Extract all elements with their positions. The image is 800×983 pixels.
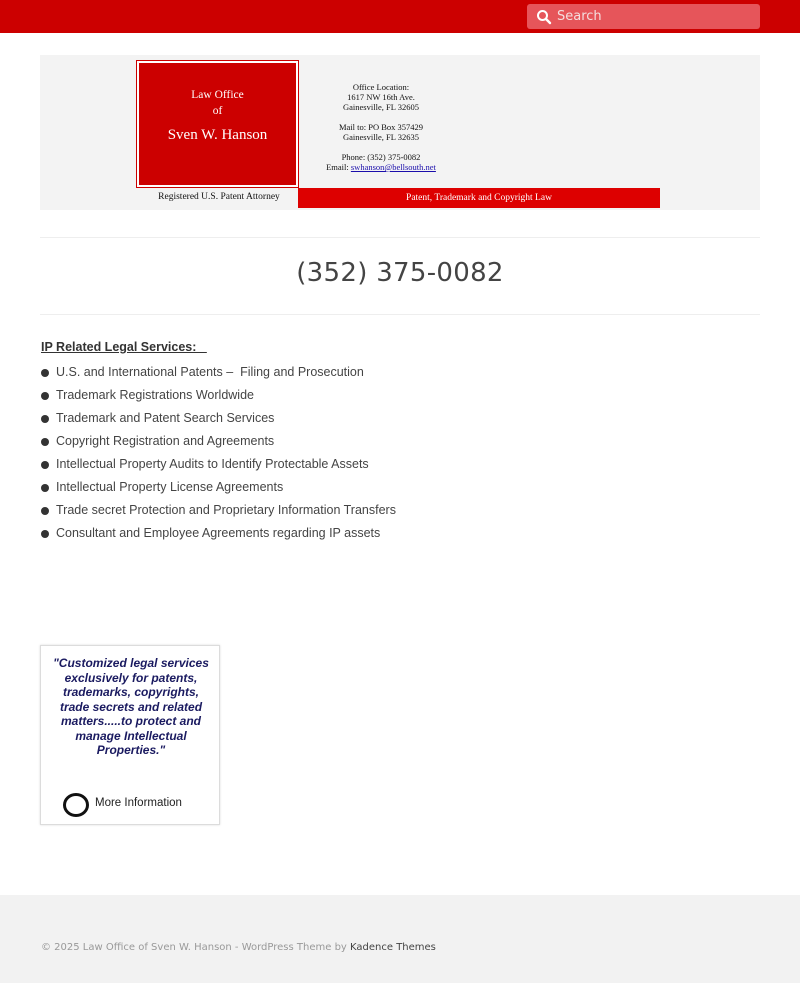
phone-number: (352) 375-0082 bbox=[296, 258, 504, 288]
email-line bbox=[308, 162, 454, 172]
service-label: Consultant and Employee Agreements regarding IP assets bbox=[56, 526, 381, 540]
service-label: Trademark Registrations Worldwide bbox=[56, 388, 254, 402]
site-footer bbox=[0, 895, 800, 983]
list-item bbox=[41, 477, 396, 500]
email-link[interactable]: swhanson@bellsouth.net bbox=[350, 162, 436, 172]
registered-attorney: Registered U.S. Patent Attorney bbox=[158, 192, 280, 202]
service-label: Trade secret Protection and Proprietary Information Transfers bbox=[56, 503, 396, 517]
office-city: Gainesville, FL 32605 bbox=[343, 102, 419, 112]
service-label: Trademark and Patent Search Services bbox=[56, 411, 275, 425]
promo-quote: "Customized legal services exclusively for patents, trademarks, copyrights, trade secrets and related matters.....to protect and manage Intellectual Properties." bbox=[53, 656, 209, 757]
services-list bbox=[41, 362, 396, 546]
office-street: 1617 NW 16th Ave. bbox=[347, 92, 415, 102]
bullet-icon bbox=[41, 484, 49, 492]
firm-line-2: of bbox=[212, 105, 223, 117]
theme-link[interactable]: Kadence Themes bbox=[350, 942, 436, 953]
service-label: U.S. and International Patents – Filing and Prosecution bbox=[56, 365, 364, 379]
service-label: Copyright Registration and Agreements bbox=[56, 434, 275, 448]
list-item bbox=[41, 500, 396, 523]
list-item bbox=[41, 408, 396, 431]
bullet-icon bbox=[41, 507, 49, 515]
bullet-icon bbox=[41, 415, 49, 423]
header-banner[interactable] bbox=[40, 55, 760, 210]
services-title: IP Related Legal Services: bbox=[41, 340, 207, 354]
more-information-label: More Information bbox=[95, 797, 182, 809]
top-bar bbox=[0, 0, 800, 33]
service-label: Intellectual Property License Agreements bbox=[56, 480, 284, 494]
footer-copyright bbox=[41, 942, 436, 953]
info-ring-icon bbox=[63, 793, 89, 817]
practice-bar: Patent, Trademark and Copyright Law bbox=[298, 188, 660, 208]
bullet-icon bbox=[41, 461, 49, 469]
list-item bbox=[41, 454, 396, 477]
firm-line-1: Law Office bbox=[191, 89, 244, 101]
search-input[interactable] bbox=[557, 6, 752, 27]
list-item bbox=[41, 431, 396, 454]
divider-top bbox=[40, 237, 760, 238]
service-label: Intellectual Property Audits to Identify Protectable Assets bbox=[56, 457, 369, 471]
contact-block bbox=[308, 82, 454, 172]
firm-name: Sven W. Hanson bbox=[167, 127, 268, 143]
bullet-icon bbox=[41, 369, 49, 377]
banner-phone: Phone: (352) 375-0082 bbox=[341, 152, 421, 162]
bullet-icon bbox=[41, 530, 49, 538]
more-information-link[interactable] bbox=[61, 791, 201, 819]
list-item bbox=[41, 523, 396, 546]
search-form bbox=[527, 4, 760, 29]
mail-city: Gainesville, FL 32635 bbox=[343, 132, 419, 142]
firm-logo-box bbox=[137, 61, 298, 187]
promo-widget[interactable] bbox=[40, 645, 220, 825]
mail-label: Mail to: PO Box 357429 bbox=[338, 122, 424, 132]
bullet-icon bbox=[41, 392, 49, 400]
office-label: Office Location: bbox=[352, 82, 410, 92]
email-label: Email: bbox=[326, 162, 349, 172]
divider-bottom bbox=[40, 314, 760, 315]
bullet-icon bbox=[41, 438, 49, 446]
list-item bbox=[41, 385, 396, 408]
list-item bbox=[41, 362, 396, 385]
search-icon[interactable] bbox=[536, 9, 552, 25]
copyright-text: © 2025 Law Office of Sven W. Hanson - WordPress Theme by bbox=[41, 942, 351, 953]
